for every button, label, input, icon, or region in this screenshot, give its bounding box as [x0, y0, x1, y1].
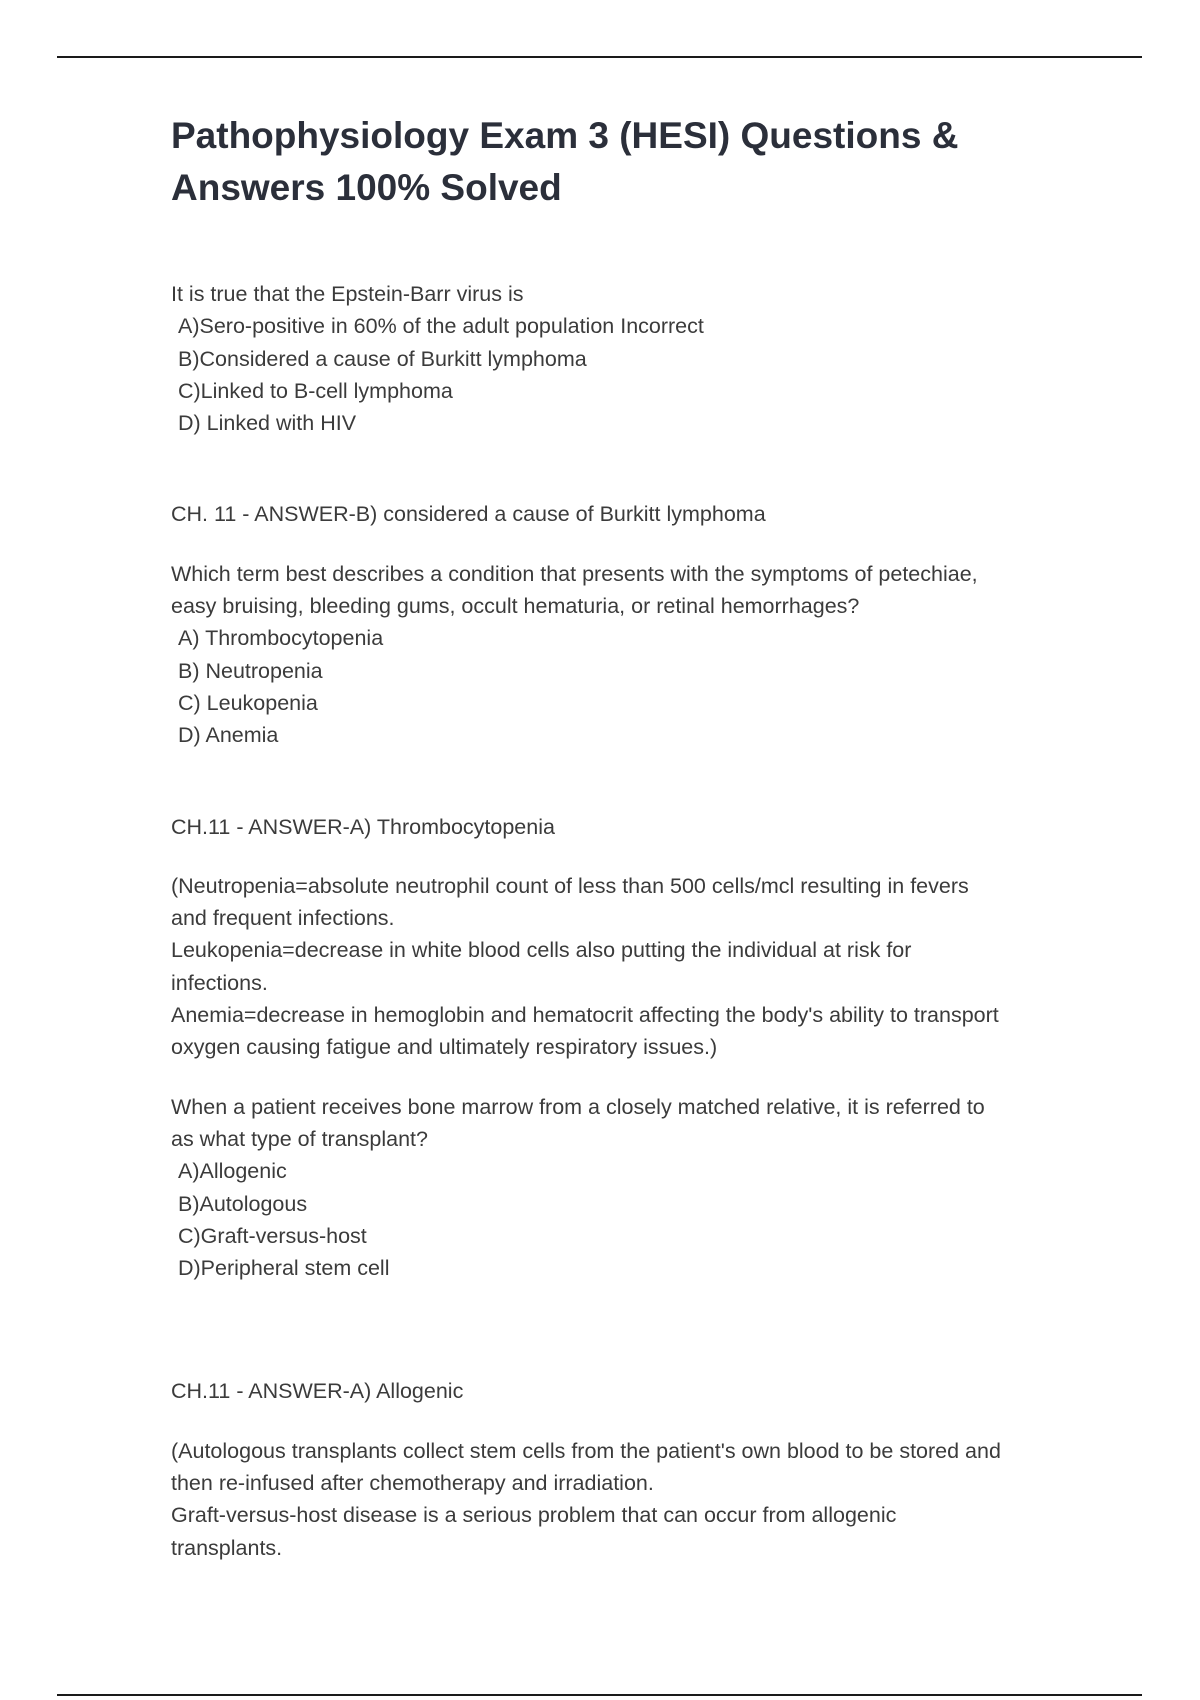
question-3-option-d: D)Peripheral stem cell: [178, 1256, 390, 1281]
answer-1-text: CH. 11 - ANSWER-B) considered a cause of Burkitt lymphoma: [171, 502, 766, 527]
answer-2: [171, 811, 1116, 843]
header-rule: [57, 56, 1142, 58]
question-3-option-b: B)Autologous: [178, 1191, 308, 1216]
question-1-option-c: C)Linked to B-cell lymphoma: [178, 378, 453, 403]
explanation-2-line: and frequent infections.: [171, 906, 395, 931]
explanation-3-line: then re-infused after chemotherapy and irradiation.: [171, 1471, 654, 1496]
explanation-2-line: infections.: [171, 970, 268, 995]
question-2-stem-line-1: Which term best describes a condition that presents with the symptoms of petechiae,: [171, 561, 978, 586]
question-2: [171, 558, 1116, 752]
question-1-stem: It is true that the Epstein-Barr virus is: [171, 282, 524, 306]
question-1-option-a: A)Sero-positive in 60% of the adult population Incorrect: [178, 314, 704, 339]
explanation-2-line: oxygen causing fatigue and ultimately respiratory issues.): [171, 1035, 718, 1060]
explanation-3-line: (Autologous transplants collect stem cells from the patient's own blood to be stored and: [171, 1438, 1001, 1463]
question-2-stem-line-2: easy bruising, bleeding gums, occult hematuria, or retinal hemorrhages?: [171, 594, 860, 619]
document-body: [171, 110, 1116, 1564]
question-3: [171, 1091, 1116, 1285]
question-2-option-a: A) Thrombocytopenia: [178, 626, 384, 651]
answer-3: [171, 1375, 1116, 1407]
question-1: [171, 278, 1116, 439]
document-title: Pathophysiology Exam 3 (HESI) Questions & Answers 100% Solved: [171, 115, 959, 208]
question-1-option-d: D) Linked with HIV: [178, 411, 357, 436]
footer-rule: [57, 1694, 1142, 1696]
explanation-2: [171, 870, 1116, 1064]
question-3-option-c: C)Graft-versus-host: [178, 1223, 367, 1248]
explanation-2-line: Anemia=decrease in hemoglobin and hematocrit affecting the body's ability to transport: [171, 1003, 999, 1028]
question-2-option-d: D) Anemia: [178, 723, 279, 748]
explanation-2-line: Leukopenia=decrease in white blood cells also putting the individual at risk for: [171, 938, 912, 963]
explanation-2-line: (Neutropenia=absolute neutrophil count of less than 500 cells/mcl resulting in fevers: [171, 873, 969, 898]
answer-2-text: CH.11 - ANSWER-A) Thrombocytopenia: [171, 814, 555, 839]
answer-1: [171, 498, 1116, 530]
explanation-3: [171, 1435, 1116, 1564]
answer-3-text: CH.11 - ANSWER-A) Allogenic: [171, 1379, 464, 1404]
question-2-option-c: C) Leukopenia: [178, 690, 318, 715]
question-1-option-b: B)Considered a cause of Burkitt lymphoma: [178, 346, 587, 371]
question-3-stem-line-2: as what type of transplant?: [171, 1126, 428, 1151]
question-3-stem-line-1: When a patient receives bone marrow from a closely matched relative, it is referred to: [171, 1094, 985, 1119]
question-2-option-b: B) Neutropenia: [178, 658, 323, 683]
explanation-3-line: Graft-versus-host disease is a serious problem that can occur from allogenic: [171, 1503, 897, 1528]
explanation-3-line: transplants.: [171, 1535, 283, 1560]
question-3-option-a: A)Allogenic: [178, 1159, 287, 1184]
